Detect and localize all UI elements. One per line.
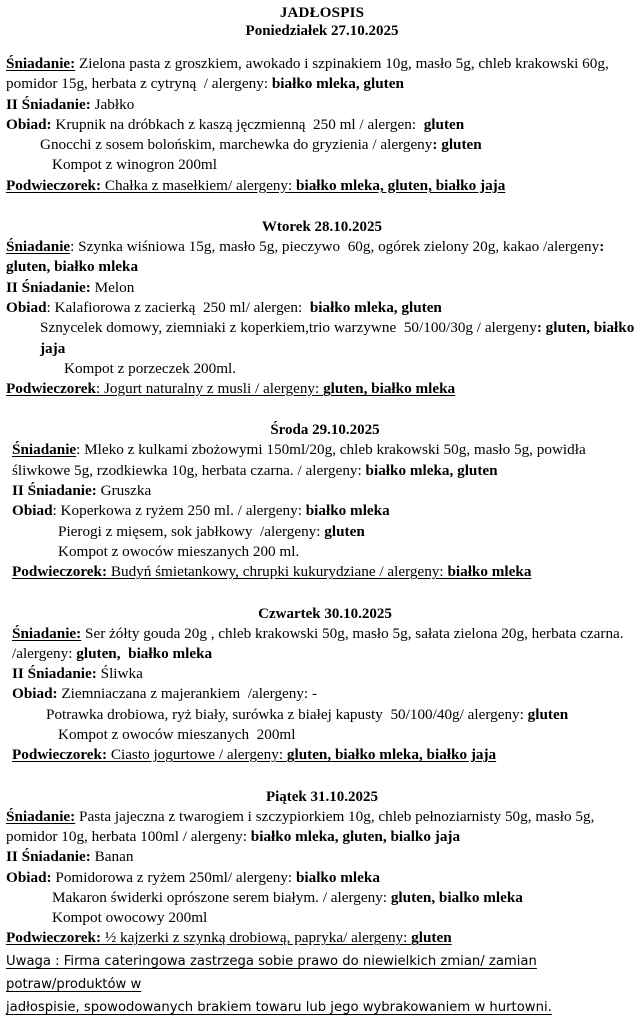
meal-line-lunch-main-thursday [12,705,638,725]
snack-row [6,928,452,948]
day-block-wednesday [6,421,638,582]
meal-text-lunch-drink: Kompot owocowy 200ml [52,909,208,927]
meal-line-lunch-drink-tuesday [6,359,638,379]
meal-line-lunch-drink-thursday [12,725,638,745]
allergens-lunch-main: : gluten [432,136,482,154]
meal-line-snack-tuesday [6,379,638,399]
meal-text-breakfast: : Szynka wiśniowa 15g, masło 5g, pieczywo 60g, ogórek zielony 20g, kakao /alergeny [70,238,600,256]
meal-label-lunch: Obiad [12,502,53,520]
allergens-snack: białko mleka [447,563,532,581]
meal-line-lunch-drink-wednesday [12,542,638,562]
allergens-lunch-main: gluten, bialko mleka [390,888,523,906]
meal-label-lunch: Obiad [6,298,47,316]
meal-line-lunch-main-wednesday [12,522,638,542]
day-block-monday [6,22,638,196]
meal-line-lunch-main-tuesday [6,318,638,359]
allergens-lunch-main: gluten [324,522,365,540]
meal-label-snack: Podwieczorek: [12,563,108,581]
meal-label-lunch: Obiad: [6,868,52,886]
day-heading-wednesday: Środa 29.10.2025 [270,422,380,439]
meal-line-snack-monday [6,176,638,196]
meal-line-lunch-drink-friday [6,908,638,928]
day-heading-thursday: Czwartek 30.10.2025 [258,605,392,622]
meal-line-lunch-main-friday [6,888,638,908]
meal-line-breakfast-friday [6,807,638,848]
meal-text-second-breakfast: Gruszka [96,482,152,500]
meal-text-lunch-main: Pierogi z mięsem, sok jabłkowy /alergeny: [58,522,325,540]
snack-row [6,379,455,399]
spacer [6,196,638,218]
snack-row [6,176,505,196]
allergens-lunch-soup: gluten [423,115,465,133]
meal-line-second-breakfast-tuesday [6,278,638,298]
meal-text-snack: Budyń śmietankowy, chrupki kukurydziane / alergeny: [107,563,448,581]
meal-text-breakfast: Pasta jajeczna z twarogiem i szczypiorkiem 10g, chleb pełnoziarnisty 50g, masło 5g, pomidor 10g, herbata 100ml / alergeny: [6,807,599,845]
day-block-tuesday [6,218,638,399]
allergens-breakfast: białko mleka, gluten [271,75,404,93]
meal-label-breakfast: Śniadanie: [6,55,76,72]
day-block-thursday [6,605,638,766]
meal-text-lunch-soup: : Kalafiorowa z zacierką 250 ml/ alergen: [46,298,310,316]
meal-text-lunch-main: Gnocchi z sosem bolońskim, marchewka do gryzienia / alergeny [40,136,433,154]
meal-text-snack: Ciasto jogurtowe / alergeny: [107,746,287,764]
allergens-snack: gluten, białko mleka, białko jaja [286,746,497,764]
meal-text-snack: : Jogurt naturalny z musli / alergeny: [95,380,324,398]
day-block-friday [6,788,638,949]
meal-text-breakfast: Ser żółty gouda 20g , chleb krakowski 50g, masło 5g, sałata zielona 20g, herbata czarna. /alergeny: [12,624,628,662]
meal-text-breakfast: : Mleko z kulkami zbożowymi 150ml/20g, chleb krakowski 50g, masło 5g, powidła śliwkowe 5g, rzodkiewka 10g, herbata czarna. / alergeny: [12,441,590,479]
meal-line-second-breakfast-friday [6,847,638,867]
snack-row [12,562,531,582]
meal-label-snack: Podwieczorek: [12,746,108,764]
day-heading-monday: Poniedziałek 27.10.2025 [245,23,399,39]
meal-line-lunch-drink-monday [6,155,638,175]
allergens-breakfast: : gluten, białko mleka [6,238,609,276]
meal-text-snack: ½ kajzerki z szynką drobiową, papryka/ alergeny: [101,929,412,947]
meal-text-lunch-main: Makaron świderki oprószone serem białym. / alergeny: [52,888,391,906]
meal-line-lunch-soup-tuesday [6,298,638,318]
meal-label-second-breakfast: II Śniadanie: [12,482,97,500]
footer-note-line-2: jadłospisie, spowodowanych brakiem towaru lub jego wybrakowaniem w hurtowni. [6,999,552,1015]
allergens-lunch-soup: białko mleka [305,502,390,520]
meal-line-snack-friday [6,928,638,948]
allergens-lunch-main: gluten [527,705,569,723]
meal-label-second-breakfast: II Śniadanie: [6,95,91,113]
allergens-lunch-main: : gluten, białko jaja [40,319,639,357]
allergens-breakfast: gluten, białko mleka [76,644,213,662]
meal-text-lunch-main: Potrawka drobiowa, ryż biały, surówka z białej kapusty 50/100/40g/ alergeny: [46,705,528,723]
meal-text-lunch-soup: : Koperkowa z ryżem 250 ml. / alergeny: [52,502,306,520]
meal-line-lunch-soup-thursday [12,684,638,704]
meal-label-snack: Podwieczorek: [6,929,102,947]
allergens-snack: gluten [411,929,452,947]
spacer [6,41,638,54]
spacer [6,399,638,421]
meal-line-snack-thursday [12,745,638,765]
day-heading-friday: Piątek 31.10.2025 [265,788,379,805]
meal-line-lunch-soup-monday [6,115,638,135]
meal-line-lunch-soup-friday [6,868,638,888]
spacer [6,766,638,788]
meal-text-second-breakfast: Banan [90,848,134,866]
meal-line-breakfast-tuesday [6,237,638,278]
meal-text-lunch-drink: Kompot z winogron 200ml [52,156,217,174]
spacer [6,583,638,605]
meal-label-breakfast: Śniadanie [12,441,77,459]
allergens-breakfast: białko mleka, gluten, bialko jaja [250,827,461,845]
meal-text-lunch-soup: Ziemniaczana z majerankiem /alergeny: - [57,685,318,703]
meal-line-breakfast-thursday [12,624,638,665]
meal-text-snack: Chałka z masełkiem/ alergeny: [101,176,297,194]
snack-row [12,745,496,765]
meal-label-snack: Podwieczorek [6,380,96,398]
meal-line-lunch-main-monday [6,135,638,155]
meal-label-second-breakfast: II Śniadanie: [6,278,91,296]
meal-line-snack-wednesday [12,562,638,582]
meal-label-breakfast: Śniadanie [6,238,71,256]
meal-text-lunch-main: Sznycelek domowy, ziemniaki z koperkiem,trio warzywne 50/100/30g / alergeny [40,319,537,337]
meal-label-breakfast: Śniadanie: [12,624,82,642]
day-heading-tuesday: Wtorek 28.10.2025 [261,219,383,236]
meal-label-lunch: Obiad: [12,685,58,703]
allergens-snack: gluten, białko mleka [323,380,456,398]
footer-note-line-1: Uwaga : Firma cateringowa zastrzega sobie prawo do niewielkich zmian/ zamian potraw/produktów w [6,953,537,992]
meal-text-breakfast: Zielona pasta z groszkiem, awokado i szpinakiem 10g, masło 5g, chleb krakowski 60g, pomidor 15g, herbata z cytryną / alergeny: [6,55,613,93]
meal-label-lunch: Obiad: [6,115,52,133]
allergens-lunch-soup: bialko mleka [295,868,380,886]
footer-note [6,950,638,1019]
meal-text-second-breakfast: Jabłko [90,95,135,113]
meal-label-snack: Podwieczorek: [6,176,102,194]
meal-label-second-breakfast: II Śniadanie: [12,665,97,683]
meal-text-lunch-soup: Pomidorowa z ryżem 250ml/ alergeny: [51,868,296,886]
meal-text-lunch-drink: Kompot z owoców mieszanych 200 ml. [58,542,300,560]
meal-line-lunch-soup-wednesday [12,501,638,521]
meal-label-breakfast: Śniadanie: [6,807,76,825]
allergens-snack: białko mleka, gluten, białko jaja [296,176,506,194]
meal-label-second-breakfast: II Śniadanie: [6,848,91,866]
meal-text-second-breakfast: Śliwka [96,665,143,683]
allergens-lunch-soup: białko mleka, gluten [309,298,442,316]
meal-line-second-breakfast-monday [6,95,638,115]
meal-line-second-breakfast-wednesday [12,481,638,501]
meal-text-lunch-drink: Kompot z porzeczek 200ml. [64,359,237,377]
meal-text-second-breakfast: Melon [90,278,135,296]
meal-text-lunch-drink: Kompot z owoców mieszanych 200ml [58,726,296,744]
allergens-breakfast: białko mleka, gluten [365,461,498,479]
page-title: JADŁOSPIS [279,5,365,21]
meal-line-breakfast-monday [6,54,638,95]
meal-line-breakfast-wednesday [12,440,638,481]
meal-text-lunch-soup: Krupnik na dróbkach z kaszą jęczmienną 250 ml / alergen: [51,115,424,133]
meal-line-second-breakfast-thursday [12,664,638,684]
